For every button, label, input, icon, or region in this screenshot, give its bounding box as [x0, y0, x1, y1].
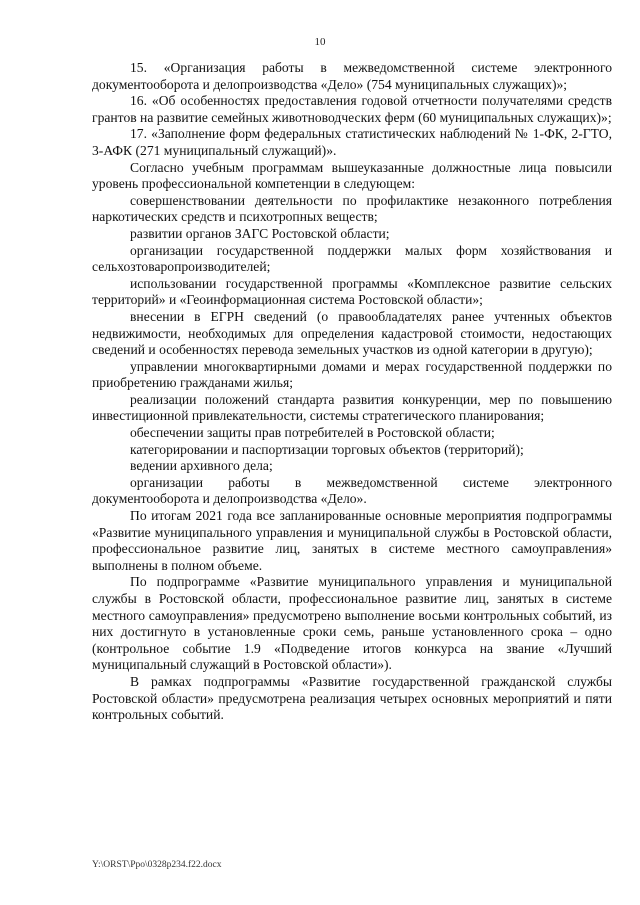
paragraph: управлении многоквартирными домами и мерах государственной поддержки по приобретению гражданами жилья;	[92, 358, 612, 391]
paragraph: совершенствовании деятельности по профилактике незаконного потребления наркотических средств и психотропных веществ;	[92, 192, 612, 225]
paragraph: реализации положений стандарта развития конкуренции, мер по повышению инвестиционной привлекательности, системы стратегического планирования;	[92, 391, 612, 424]
paragraph: организации государственной поддержки малых форм хозяйствования и сельхозтоваропроизводителей;	[92, 242, 612, 275]
paragraph: В рамках подпрограммы «Развитие государственной гражданской службы Ростовской области» предусмотрена реализация четырех основных мероприятий и пяти контрольных событий.	[92, 673, 612, 723]
paragraph: обеспечении защиты прав потребителей в Ростовской области;	[130, 425, 495, 441]
page-number: 10	[314, 36, 326, 48]
paragraph: ведении архивного дела;	[130, 458, 273, 474]
paragraph: 15. «Организация работы в межведомственной системе электронного документооборота и делопроизводства «Дело» (754 муниципальных служащих)»;	[92, 60, 612, 92]
paragraph: По подпрограмме «Развитие муниципального управления и муниципальной службы в Ростовской области, профессиональное развитие лиц, занятых в системе местного самоуправления» предусмотрено выполнение восьми контрольных событий, из них достигнуто в установленные сроки семь, раньше установленного срока – одно (контрольное событие 1.9 «Подведение итогов конкурса на звание «Лучший муниципальный служащий в Ростовской области»).	[92, 574, 612, 673]
paragraph: Согласно учебным программам вышеуказанные должностные лица повысили уровень профессиональной компетенции в следующем:	[92, 159, 612, 192]
paragraph: использовании государственной программы «Комплексное развитие сельских территорий» и «Геоинформационная система Ростовской области»;	[92, 275, 612, 308]
paragraph: внесении в ЕГРН сведений (о правообладателях ранее учтенных объектов недвижимости, необходимых для определения кадастровой стоимости, недостающих сведений и особенностях перевода земельных участков из одной категории в другую);	[92, 308, 612, 358]
paragraph: категорировании и паспортизации торговых объектов (территорий);	[130, 441, 524, 457]
paragraph: развитии органов ЗАГС Ростовской области;	[130, 225, 390, 241]
body-text	[92, 60, 612, 724]
paragraph: организации работы в межведомственной системе электронного документооборота и делопроизводства «Дело».	[92, 474, 612, 507]
paragraph: 17. «Заполнение форм федеральных статистических наблюдений № 1-ФК, 2-ГТО, 3-АФК (271 муниципальный служащий)».	[92, 126, 612, 158]
paragraph: По итогам 2021 года все запланированные основные мероприятия подпрограммы «Развитие муниципального управления и муниципальной службы в Ростовской области, профессиональное развитие лиц, занятых в системе местного самоуправления» выполнены в полном объеме.	[92, 508, 612, 573]
file-path-footer: Y:\ORST\Ppo\0328p234.f22.docx	[92, 860, 222, 870]
paragraph: 16. «Об особенностях предоставления годовой отчетности получателями средств грантов на развитие семейных животноводческих ферм (60 муниципальных служащих)»;	[92, 93, 612, 125]
